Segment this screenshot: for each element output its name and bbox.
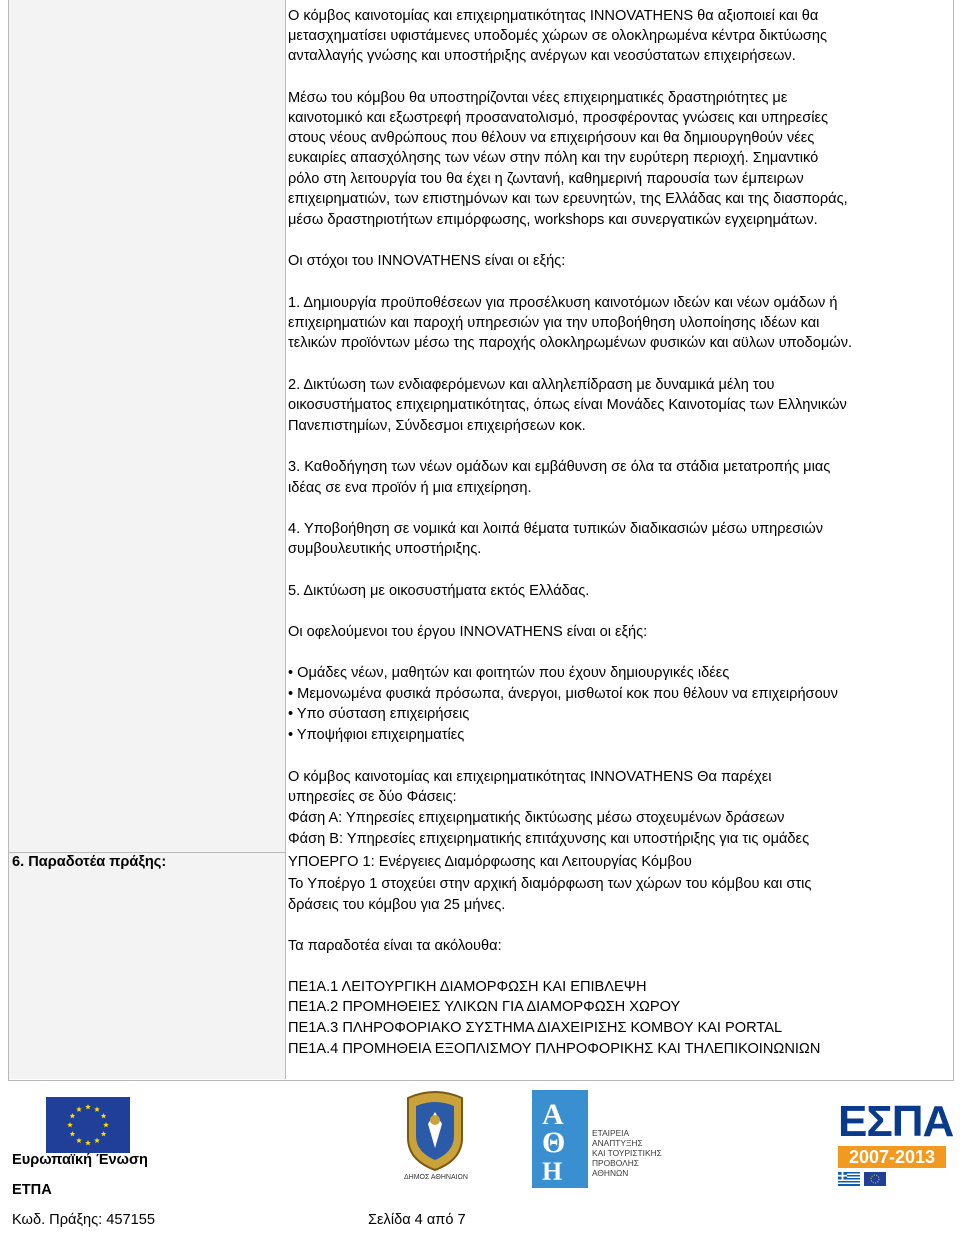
- goal-item-line: Πανεπιστημίων, Σύνδεσμοι επιχειρήσεων κοκ.: [288, 418, 586, 434]
- goal-item-line: συμβουλευτικής υποστήριξης.: [288, 541, 482, 557]
- goal-item-line: επιχειρηματιών και παροχή υπηρεσιών για την υποβοήθηση υλοποίησης ιδέων και: [288, 315, 820, 331]
- goal-item-line: 1. Δημιουργία προϋποθέσεων για προσέλκυση καινοτόμων ιδεών και νέων ομάδων ή: [288, 295, 838, 311]
- athens-mark-icon: [532, 1090, 588, 1188]
- text-line: Φάση Α: Υπηρεσίες επιχειρηματικής δικτύωσης μέσω στοχευμένων δράσεων: [288, 810, 785, 826]
- text-line: Ο κόμβος καινοτομίας και επιχειρηματικότητας INNOVATHENS θα αξιοποιεί και θα: [288, 8, 819, 24]
- goals-intro: Οι στόχοι του INNOVATHENS είναι οι εξής:: [288, 253, 566, 269]
- deliverables-intro: Τα παραδοτέα είναι τα ακόλουθα:: [288, 938, 502, 954]
- project-code: Κωδ. Πράξης: 457155: [12, 1212, 155, 1228]
- athens-company-name: [592, 1128, 662, 1178]
- text-line: Το Υποέργο 1 στοχεύει στην αρχική διαμόρφωση των χώρων του κόμβου και στις: [288, 876, 812, 892]
- athens-name-line: ΕΤΑΙΡΕΙΑ: [592, 1128, 630, 1138]
- athens-development-company-logo: [532, 1090, 662, 1190]
- svg-text:Η: Η: [542, 1157, 563, 1186]
- goal-item-line: 4. Υποβοήθηση σε νομικά και λοιπά θέματα τυπικών διαδικασιών μέσω υπηρεσιών: [288, 521, 824, 537]
- list-item: • Μεμονωμένα φυσικά πρόσωπα, άνεργοι, μισθωτοί κοκ που θέλουν να επιχειρήσουν: [288, 686, 838, 702]
- svg-text:Α: Α: [542, 1098, 564, 1131]
- eu-label: Ευρωπαϊκή Ένωση: [12, 1152, 148, 1168]
- text-line: ρόλο στη λειτουργία του θα έχει η ζωντανή, καθημερινή παρουσία των έμπειρων: [288, 171, 804, 187]
- text-line: Μέσω του κόμβου θα υποστηρίζονται νέες επιχειρηματικές δραστηριότητες με: [288, 90, 788, 106]
- goal-item-line: ιδέας σε ενα προϊόν ή μια επιχείρηση.: [288, 480, 532, 496]
- goal-item-line: οικοσυστήματος επιχειρηματικότητας, όπως είναι Μονάδες Καινοτομίας των Ελληνικών: [288, 397, 847, 413]
- eu-flag-small-icon: [864, 1172, 886, 1186]
- text-line: ευκαιρίες απασχόλησης των νέων στην πόλη και την ευρύτερη περιοχή. Σημαντικό: [288, 150, 819, 166]
- municipality-of-athens-logo: [402, 1090, 468, 1190]
- athens-name-line: ΑΘΗΝΩΝ: [592, 1168, 629, 1178]
- municipality-caption: ΔΗΜΟΣ ΑΘΗΝΑΙΩΝ: [404, 1174, 468, 1181]
- deliverable-item: ΠΕ1Α.1 ΛΕΙΤΟΥΡΓΙΚΗ ΔΙΑΜΟΡΦΩΣΗ ΚΑΙ ΕΠΙΒΛΕΨΗ: [288, 979, 647, 995]
- text-line: δράσεις του κόμβου για 25 μήνες.: [288, 897, 506, 913]
- text-line: στους νέους ανθρώπους που θέλουν να επιχειρήσουν και θα δημιουργηθούν νέες: [288, 130, 815, 146]
- beneficiaries-intro: Οι οφελούμενοι του έργου INNOVATHENS είναι οι εξής:: [288, 624, 648, 640]
- espa-flags: [838, 1172, 950, 1186]
- greek-flag-icon: [838, 1172, 860, 1186]
- text-line: μέσω δραστηριοτήτων επιμόρφωσης, workshops και συνεργατικών εγχειρημάτων.: [288, 212, 818, 228]
- deliverable-item: ΠΕ1Α.4 ΠΡΟΜΗΘΕΙΑ ΕΞΟΠΛΙΣΜΟΥ ΠΛΗΡΟΦΟΡΙΚΗΣ ΚΑΙ ΤΗΛΕΠΙΚΟΙΝΩΝΙΩΝ: [288, 1041, 821, 1057]
- deliverable-item: ΠΕ1Α.3 ΠΛΗΡΟΦΟΡΙΑΚΟ ΣΥΣΤΗΜΑ ΔΙΑΧΕΙΡΙΣΗΣ ΚΟΜΒΟΥ ΚΑΙ PORTAL: [288, 1020, 783, 1036]
- text-line: Φάση Β: Υπηρεσίες επιχειρηματικής επιτάχυνσης και υποστήριξης για τις ομάδες: [288, 831, 810, 847]
- page-number: Σελίδα 4 από 7: [368, 1212, 466, 1228]
- espa-years: 2007-2013: [838, 1146, 946, 1168]
- list-item: • Υπο σύσταση επιχειρήσεις: [288, 706, 470, 722]
- deliverables-label: 6. Παραδοτέα πράξης:: [12, 854, 167, 870]
- shield-emblem-icon: [402, 1090, 468, 1172]
- text-line: μετασχηματίσει υφιστάμενες υποδομές χώρων σε ολοκληρωμένα κέντρα δικτύωσης: [288, 28, 828, 44]
- deliverable-item: ΠΕ1Α.2 ΠΡΟΜΗΘΕΙΕΣ ΥΛΙΚΩΝ ΓΙΑ ΔΙΑΜΟΡΦΩΣΗ ΧΩΡΟΥ: [288, 999, 681, 1015]
- eu-flag-logo: [46, 1097, 130, 1153]
- espa-logo: [838, 1097, 954, 1190]
- text-line: επιχειρηματιών, των επιστημόνων και των ερευνητών, της Ελλάδας και της διασποράς,: [288, 191, 848, 207]
- text-line: Ο κόμβος καινοτομίας και επιχειρηματικότητας INNOVATHENS Θα παρέχει: [288, 769, 772, 785]
- espa-fund-label: ΕΤΠΑ: [12, 1182, 52, 1198]
- goal-item-line: 5. Δικτύωση με οικοσυστήματα εκτός Ελλάδας.: [288, 583, 590, 599]
- espa-title: ΕΣΠΑ: [838, 1097, 954, 1146]
- goal-item-line: 2. Δικτύωση των ενδιαφερόμενων και αλληλεπίδραση με δυναμικά μέλη του: [288, 377, 775, 393]
- svg-text:Θ: Θ: [542, 1126, 566, 1159]
- list-item: • Ομάδες νέων, μαθητών και φοιτητών που έχουν δημιουργικές ιδέες: [288, 665, 730, 681]
- list-item: • Υποψήφιοι επιχειρηματίες: [288, 727, 465, 743]
- athens-name-line: ΠΡΟΒΟΛΗΣ: [592, 1158, 639, 1168]
- athens-name-line: ΑΝΑΠΤΥΞΗΣ: [592, 1138, 643, 1148]
- athens-name-line: ΚΑΙ ΤΟΥΡΙΣΤΙΚΗΣ: [592, 1148, 662, 1158]
- text-line: καινοτομικό και εξωστρεφή προσανατολισμό, προσφέροντας γνώσεις και υπηρεσίες: [288, 110, 829, 126]
- goal-item-line: 3. Καθοδήγηση των νέων ομάδων και εμβάθυνση σε όλα τα στάδια μετατροπής μιας: [288, 459, 831, 475]
- text-line: ΥΠΟΕΡΓΟ 1: Ενέργειες Διαμόρφωσης και Λειτουργίας Κόμβου: [288, 854, 692, 870]
- text-line: ανταλλαγής γνώσης και υποστήριξης ανέργων και νεοσύστατων επιχειρήσεων.: [288, 48, 796, 64]
- goal-item-line: τελικών προϊόντων μέσω της παροχής ολοκληρωμένων φυσικών και αϋλων υποδομών.: [288, 335, 853, 351]
- text-line: υπηρεσίες σε δύο Φάσεις:: [288, 789, 457, 805]
- label-row-divider: [9, 852, 286, 853]
